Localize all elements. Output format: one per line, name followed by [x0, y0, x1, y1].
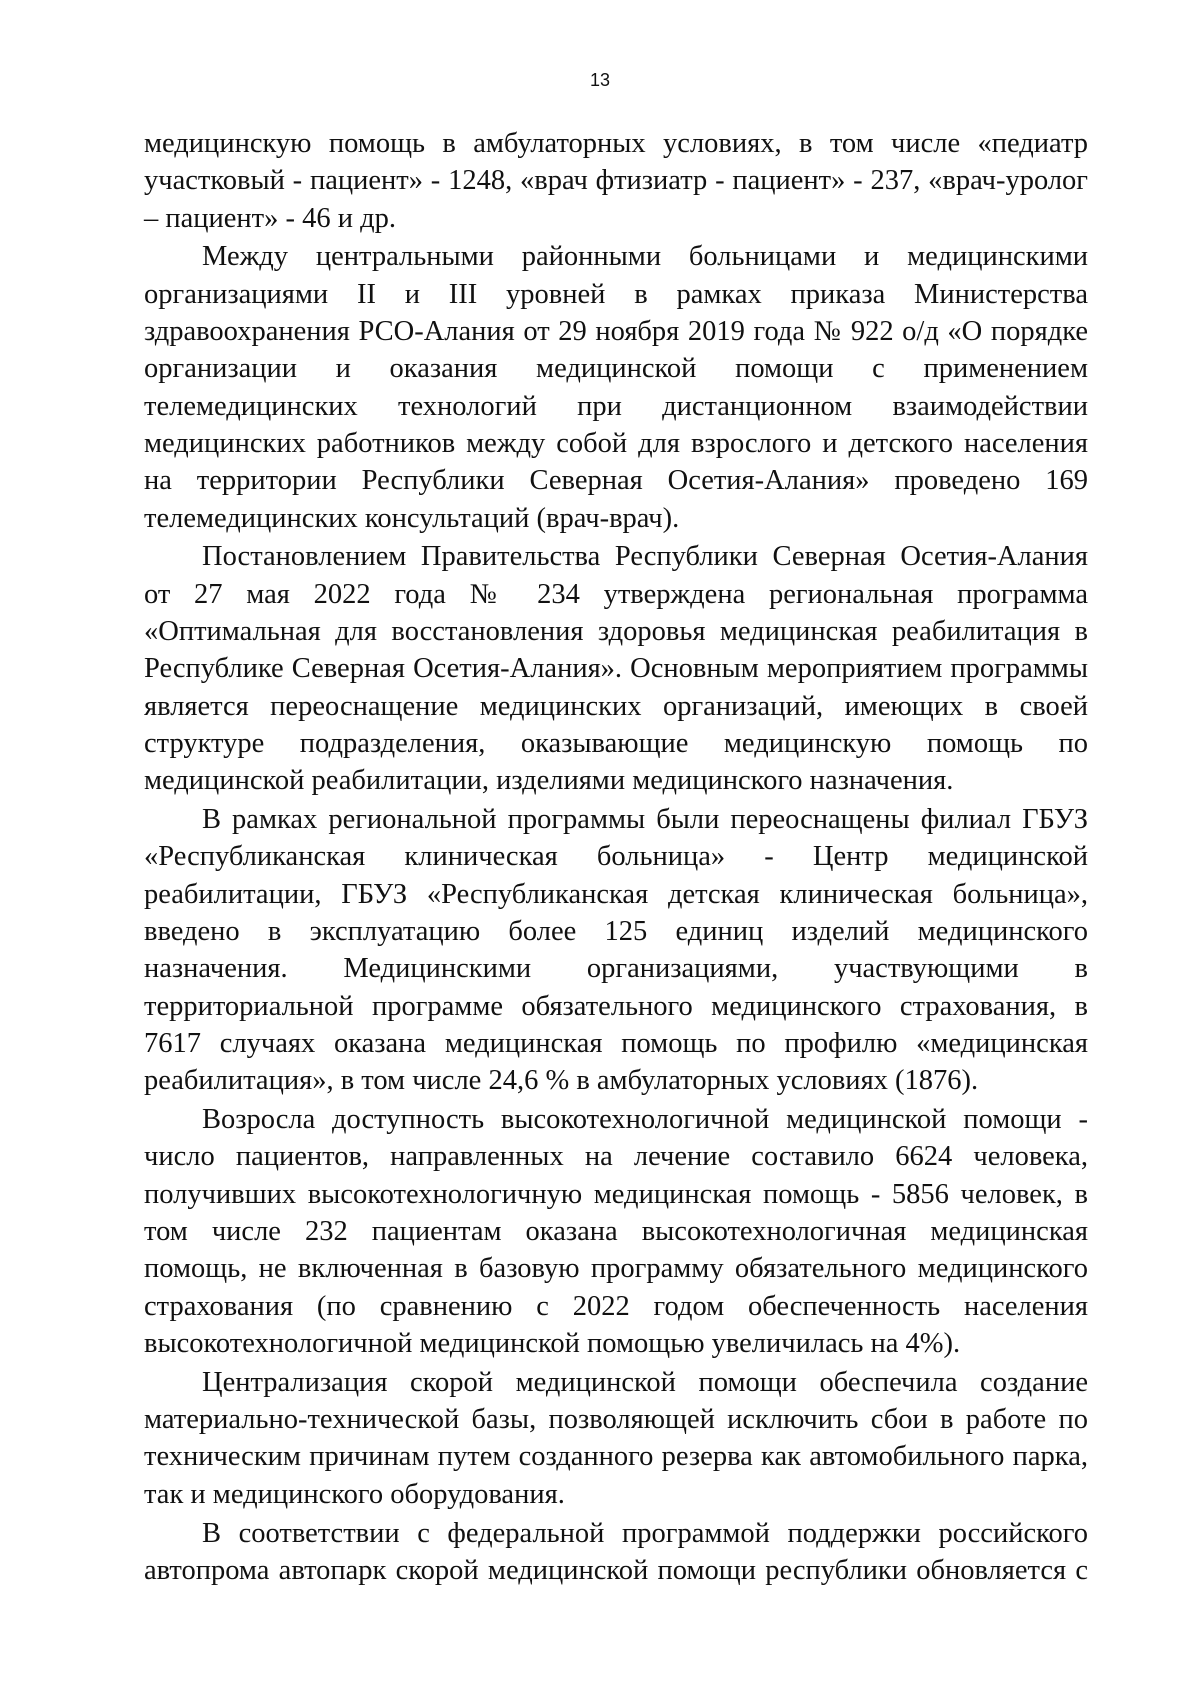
document-body — [144, 125, 1088, 1591]
paragraph-rehabilitation-program: Постановлением Правительства Республики Северная Осетия-Алания от 27 мая 2022 года № 234 утверждена региональная программа «Оптимальная для восстановления здоровья медицинская реабилитация в Республике Северная Осетия-Алания». Основным мероприятием программы является переоснащение медицинских организаций, имеющих в своей структуре подразделения, оказывающие медицинскую помощь по медицинской реабилитации, изделиями медицинского назначения. — [144, 541, 1088, 797]
page-number: 13 — [589, 70, 611, 90]
paragraph-high-tech-care: Возросла доступность высокотехнологичной медицинской помощи - число пациентов, направленных на лечение составило 6624 человека, получивших высокотехнологичную медицинская помощь - 5856 человек, в том числе 232 пациентам оказана высокотехнологичная медицинская помощь, не включенная в базовую программу обязательного медицинского страхования (по сравнению с 2022 годом обеспеченность населения высокотехнологичной медицинской помощью увеличилась на 4%). — [144, 1104, 1088, 1359]
paragraph-telemedicine: Между центральными районными больницами и медицинскими организациями II и III уровней в рамках приказа Министерства здравоохранения РСО-Алания от 29 ноября 2019 года № 922 о/д «О порядке организации и оказания медицинской помощи с применением телемедицинских технологий при дистанционном взаимодействии медицинских работников между собой для взрослого и детского населения на территории Республики Северная Осетия-Алания» проведено 169 телемедицинских консультаций (врач-врач). — [144, 241, 1088, 534]
paragraph-ambulance-centralization: Централизация скорой медицинской помощи обеспечила создание материально-технической базы, позволяющей исключить сбои в работе по техническим причинам путем созданного резерва как автомобильного парка, так и медицинского оборудования. — [144, 1366, 1088, 1510]
paragraph-continuation: медицинскую помощь в амбулаторных условиях, в том числе «педиатр участковый - пациент» - 1248, «врач фтизиатр - пациент» - 237, «врач-уролог – пациент» - 46 и др. — [144, 128, 1088, 234]
paragraph-re-equipment: В рамках региональной программы были переоснащены филиал ГБУЗ «Республиканская клиническая больница» - Центр медицинской реабилитации, ГБУЗ «Республиканская детская клиническая больница», введено в эксплуатацию более 125 единиц изделий медицинского назначения. Медицинскими организациями, участвующими в территориальной программе обязательного медицинского страхования, в 7617 случаях оказана медицинская помощь по профилю «медицинская реабилитация», в том числе 24,6 % в амбулаторных условиях (1876). — [144, 804, 1088, 1097]
paragraph-ambulance-fleet: В соответствии с федеральной программой поддержки российского автопрома автопарк скорой медицинской помощи республики обновляется с — [144, 1517, 1088, 1586]
